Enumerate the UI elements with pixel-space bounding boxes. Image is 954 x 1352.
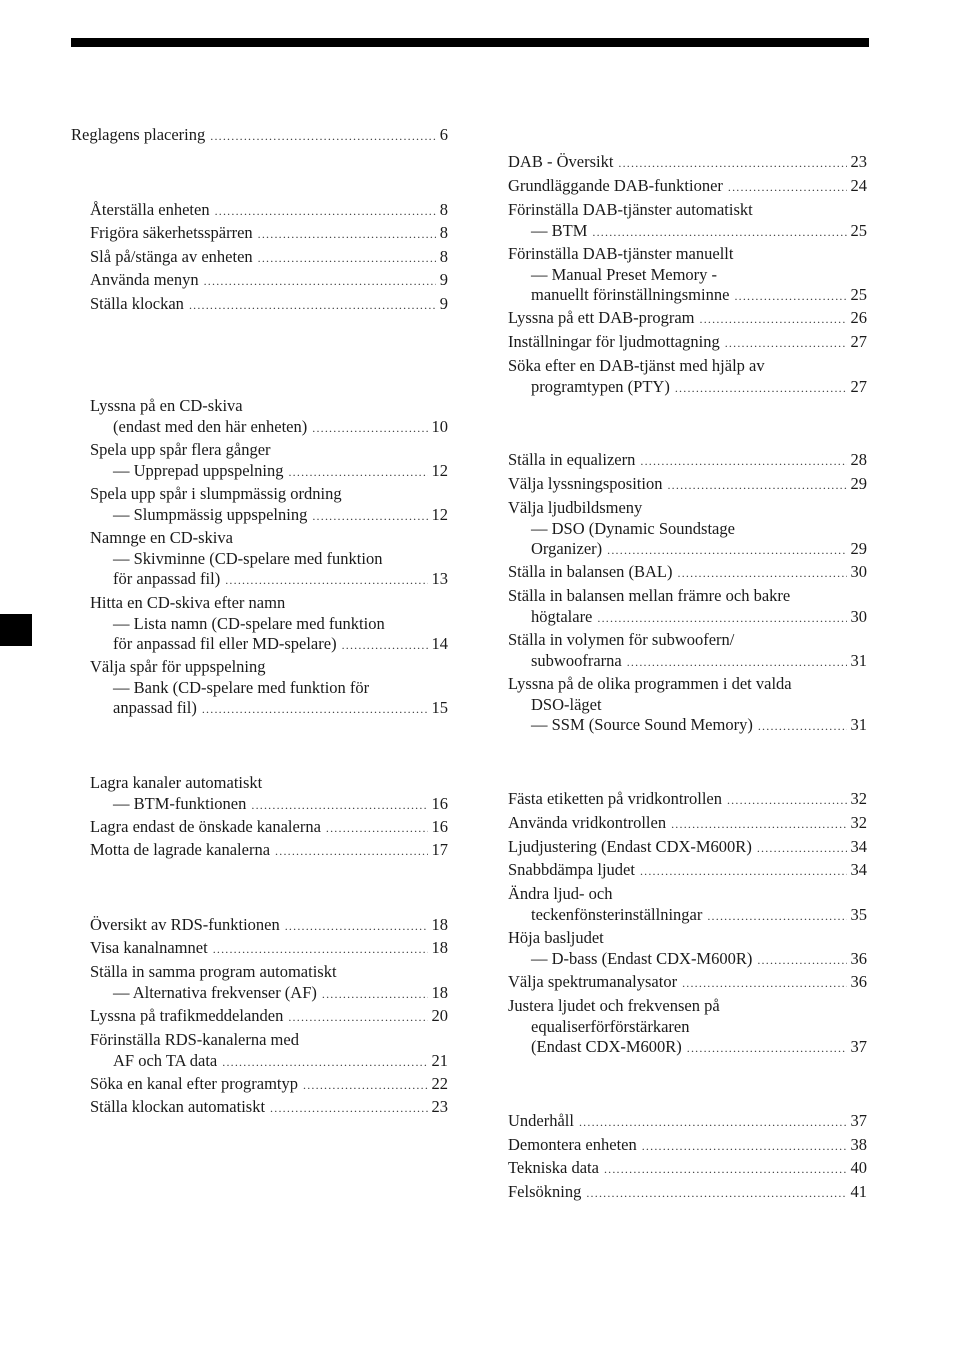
toc-entry-text: — Alternativa frekvenser (AF) xyxy=(113,982,317,1002)
toc-entry-continuation-line xyxy=(508,1017,867,1038)
dot-leader xyxy=(258,248,436,269)
toc-entry xyxy=(508,332,867,353)
dot-leader xyxy=(758,716,847,737)
toc-page-number: 25 xyxy=(850,220,867,240)
toc-page-number: 32 xyxy=(850,789,867,808)
toc-entry-continuation-line xyxy=(90,1051,448,1072)
toc-entry-text: Fästa etiketten på vridkontrollen xyxy=(508,789,722,808)
toc-entry-text: Ställa in samma program automatiskt xyxy=(90,962,337,981)
toc-entry-text: Översikt av RDS-funktionen xyxy=(90,915,280,934)
toc-entry xyxy=(90,1030,448,1071)
toc-entry xyxy=(90,247,448,268)
toc-page-number: 22 xyxy=(431,1074,448,1093)
toc-entry-text: AF och TA data xyxy=(113,1050,218,1070)
toc-entry xyxy=(508,1135,867,1156)
toc-entry-title-line xyxy=(71,125,448,146)
toc-entry xyxy=(90,593,448,655)
toc-entry-text: Lyssna på trafikmeddelanden xyxy=(90,1006,284,1025)
toc-entry xyxy=(90,1074,448,1095)
toc-entry xyxy=(508,176,867,197)
toc-entry-text: Hitta en CD-skiva efter namn xyxy=(90,593,286,612)
toc-page-number: 14 xyxy=(431,634,448,653)
toc-entry-continuation-line xyxy=(90,634,448,655)
toc-entry-text: Välja lyssningsposition xyxy=(508,474,663,493)
toc-entry-title-line xyxy=(90,1030,448,1051)
toc-entry xyxy=(90,528,448,590)
toc-page-number: 25 xyxy=(850,285,867,304)
toc-entry-text: Ställa klockan xyxy=(90,294,184,313)
toc-entry-text: anpassad fil) xyxy=(113,698,197,717)
toc-entry xyxy=(90,294,448,315)
toc-entry-text: Söka efter en DAB-tjänst med hjälp av xyxy=(508,356,765,375)
dot-leader xyxy=(210,126,436,147)
toc-page-number: 8 xyxy=(439,223,448,242)
toc-page-number: 29 xyxy=(850,539,867,558)
toc-entry-title-line xyxy=(90,938,448,959)
dot-leader xyxy=(675,378,847,399)
toc-entry-text: Spela upp spår i slumpmässig ordning xyxy=(90,484,342,503)
toc-entry-continuation-line xyxy=(508,519,867,540)
toc-entry-text: — D-bass (Endast CDX-M600R) xyxy=(531,948,753,968)
dot-leader xyxy=(607,540,846,561)
dot-leader xyxy=(215,201,436,222)
toc-page-number: 31 xyxy=(850,715,867,734)
toc-entry-title-line xyxy=(508,244,867,265)
toc-entry-text: Spela upp spår flera gånger xyxy=(90,440,271,459)
toc-entry xyxy=(508,1158,867,1179)
toc-page-number: 18 xyxy=(431,982,448,1002)
toc-page-number: 12 xyxy=(431,504,448,524)
toc-entry-continuation-line xyxy=(508,539,867,560)
toc-entry-title-line xyxy=(90,1097,448,1118)
toc-entry xyxy=(508,813,867,834)
dot-leader xyxy=(251,795,427,816)
toc-entry-text: Lagra kanaler automatiskt xyxy=(90,773,263,792)
toc-entry-title-line xyxy=(508,860,867,881)
toc-entry-continuation-line xyxy=(508,715,867,736)
toc-page-number: 23 xyxy=(431,1097,448,1116)
toc-page-number: 16 xyxy=(431,817,448,836)
toc-entry-text: Reglagens placering xyxy=(71,125,206,144)
toc-entry-text: — BTM xyxy=(531,220,588,240)
toc-page-number: 17 xyxy=(431,840,448,859)
toc-entry-title-line xyxy=(90,593,448,614)
toc-entry-text: — Skivminne (CD-spelare med funktion xyxy=(113,548,383,568)
toc-entry-title-line xyxy=(508,837,867,858)
dot-leader xyxy=(225,570,427,591)
toc-entry-title-line xyxy=(90,962,448,983)
toc-entry-title-line xyxy=(90,396,448,417)
dot-leader xyxy=(189,295,436,316)
dot-leader xyxy=(258,224,436,245)
toc-entry xyxy=(508,1111,867,1132)
toc-entry-text: — BTM-funktionen xyxy=(113,793,247,813)
toc-entry xyxy=(508,789,867,810)
toc-entry-text: Återställa enheten xyxy=(90,200,210,219)
toc-entry xyxy=(508,498,867,560)
toc-entry-text: Frigöra säkerhetsspärren xyxy=(90,223,253,242)
toc-entry-continuation-line xyxy=(90,549,448,570)
toc-entry-title-line xyxy=(508,332,867,353)
toc-entry-text: Lyssna på en CD-skiva xyxy=(90,396,243,415)
toc-entry-text: Ändra ljud- och xyxy=(508,884,613,903)
toc-page-number: 34 xyxy=(850,860,867,879)
toc-entry-continuation-line xyxy=(90,678,448,699)
toc-entry-text: Justera ljudet och frekvensen på xyxy=(508,996,720,1015)
toc-entry-continuation-line xyxy=(508,265,867,286)
toc-entry xyxy=(508,308,867,329)
toc-entry-text: Ljudjustering (Endast CDX-M600R) xyxy=(508,837,752,856)
toc-entry-text: Namnge en CD-skiva xyxy=(90,528,233,547)
toc-page-number: 23 xyxy=(850,152,867,171)
toc-entry xyxy=(71,125,448,146)
dot-leader xyxy=(642,1136,847,1157)
toc-entry-text: Använda menyn xyxy=(90,270,199,289)
toc-entry-text: Förinställa DAB-tjänster automatiskt xyxy=(508,200,753,219)
toc-entry xyxy=(508,884,867,925)
toc-entry-title-line xyxy=(90,294,448,315)
toc-entry-text: Ställa in balansen (BAL) xyxy=(508,562,673,581)
dot-leader xyxy=(682,973,846,994)
toc-entry xyxy=(90,915,448,936)
toc-entry-title-line xyxy=(508,586,867,607)
toc-entry xyxy=(508,244,867,306)
toc-entry xyxy=(90,484,448,525)
toc-entry-text: Visa kanalnamnet xyxy=(90,938,208,957)
dot-leader xyxy=(627,652,847,673)
toc-entry-title-line xyxy=(90,657,448,678)
toc-entry-text: för anpassad fil eller MD-spelare) xyxy=(113,634,337,653)
toc-page-number: 18 xyxy=(431,915,448,934)
dot-leader xyxy=(322,984,428,1005)
toc-entry-continuation-line xyxy=(90,505,448,526)
toc-entry-text: Välja spår för uppspelning xyxy=(90,657,266,676)
toc-entry-text: Grundläggande DAB-funktioner xyxy=(508,176,723,195)
toc-page-number: 35 xyxy=(850,904,867,924)
dot-leader xyxy=(288,1007,427,1028)
toc-entry-title-line xyxy=(508,928,867,949)
toc-entry xyxy=(90,200,448,221)
toc-entry-title-line xyxy=(90,247,448,268)
dot-leader xyxy=(618,153,846,174)
toc-entry-text: manuellt förinställningsminne xyxy=(531,285,730,304)
toc-entry-title-line xyxy=(90,440,448,461)
toc-page-number: 38 xyxy=(850,1135,867,1154)
toc-entry xyxy=(90,396,448,437)
toc-page-number: 9 xyxy=(439,294,448,313)
dot-leader xyxy=(687,1038,847,1059)
toc-entry-continuation-line xyxy=(508,221,867,242)
toc-entry xyxy=(90,270,448,291)
toc-entry-continuation-line xyxy=(90,461,448,482)
toc-entry-text: — Upprepad uppspelning xyxy=(113,460,284,480)
toc-entry-title-line xyxy=(90,528,448,549)
toc-entry xyxy=(90,962,448,1003)
dot-leader xyxy=(213,939,428,960)
dot-leader xyxy=(579,1112,847,1133)
dot-leader xyxy=(604,1159,847,1180)
toc-entry xyxy=(508,630,867,671)
toc-page-number: 31 xyxy=(850,650,867,670)
toc-page-number: 13 xyxy=(431,569,448,588)
toc-entry-continuation-line xyxy=(90,794,448,815)
section-tab-marker xyxy=(0,614,32,646)
toc-entry-text: Höja basljudet xyxy=(508,928,604,947)
toc-entry-text: Demontera enheten xyxy=(508,1135,637,1154)
toc-entry xyxy=(508,450,867,471)
toc-entry-text: Organizer) xyxy=(531,539,603,558)
toc-entry-text: Välja ljudbildsmeny xyxy=(508,498,643,517)
toc-entry-continuation-line xyxy=(508,949,867,970)
toc-entry-title-line xyxy=(508,474,867,495)
toc-page-number: 40 xyxy=(850,1158,867,1177)
dot-leader xyxy=(204,271,436,292)
toc-entry xyxy=(508,562,867,583)
toc-entry xyxy=(508,200,867,241)
toc-entry-text: Ställa in volymen för subwoofern/ xyxy=(508,630,735,649)
toc-entry-title-line xyxy=(508,450,867,471)
toc-page-number: 8 xyxy=(439,200,448,219)
toc-entry-continuation-line xyxy=(90,569,448,590)
toc-entry-text: Tekniska data xyxy=(508,1158,599,1177)
toc-entry-text: (endast med den här enheten) xyxy=(113,416,308,436)
toc-entry xyxy=(90,938,448,959)
dot-leader xyxy=(667,475,846,496)
toc-entry xyxy=(508,474,867,495)
toc-page-number: 37 xyxy=(850,1037,867,1056)
toc-entry-title-line xyxy=(90,223,448,244)
toc-entry-continuation-line xyxy=(90,614,448,635)
toc-page-number: 8 xyxy=(439,247,448,266)
toc-entry-title-line xyxy=(90,1006,448,1027)
toc-entry-continuation-line xyxy=(508,695,867,716)
dot-leader xyxy=(288,462,427,483)
toc-entry-text: Slå på/stänga av enheten xyxy=(90,247,253,266)
dot-leader xyxy=(202,699,428,720)
toc-entry-text: Förinställa RDS-kanalerna med xyxy=(90,1030,299,1049)
toc-entry-title-line xyxy=(90,817,448,838)
toc-entry-title-line xyxy=(90,200,448,221)
toc-entry-title-line xyxy=(508,996,867,1017)
dot-leader xyxy=(757,838,847,859)
dot-leader xyxy=(342,635,428,656)
toc-entry-continuation-line xyxy=(508,905,867,926)
dot-leader xyxy=(734,286,846,307)
toc-entry-title-line xyxy=(508,152,867,173)
toc-page-number: 36 xyxy=(850,972,867,991)
toc-entry-text: Motta de lagrade kanalerna xyxy=(90,840,271,859)
toc-entry-text: — Manual Preset Memory - xyxy=(531,264,718,284)
dot-leader xyxy=(303,1075,427,1096)
toc-entry xyxy=(90,840,448,861)
toc-entry-continuation-line xyxy=(508,607,867,628)
toc-entry-continuation-line xyxy=(90,698,448,719)
dot-leader xyxy=(640,861,847,882)
toc-entry xyxy=(90,817,448,838)
toc-entry-title-line xyxy=(508,1111,867,1132)
dot-leader xyxy=(728,177,847,198)
dot-leader xyxy=(270,1098,427,1119)
top-rule xyxy=(71,38,869,47)
toc-entry-text: DSO-läget xyxy=(531,694,602,714)
toc-entry-title-line xyxy=(508,200,867,221)
toc-entry-title-line xyxy=(508,356,867,377)
toc-entry-text: för anpassad fil) xyxy=(113,569,221,588)
toc-entry-title-line xyxy=(508,630,867,651)
toc-entry-continuation-line xyxy=(508,377,867,398)
toc-entry-text: DAB - Översikt xyxy=(508,152,614,171)
toc-page-number: 41 xyxy=(850,1182,867,1201)
toc-entry-text: Lagra endast de önskade kanalerna xyxy=(90,817,321,836)
toc-entry-text: equaliserförförstärkaren xyxy=(531,1016,690,1036)
dot-leader xyxy=(222,1052,427,1073)
toc-entry-text: — Lista namn (CD-spelare med funktion xyxy=(113,613,385,633)
toc-entry-text: Lyssna på de olika programmen i det valda xyxy=(508,674,792,693)
dot-leader xyxy=(678,563,847,584)
toc-entry-title-line xyxy=(508,884,867,905)
dot-leader xyxy=(312,418,427,439)
toc-page-number: 10 xyxy=(431,416,448,436)
toc-entry xyxy=(90,223,448,244)
dot-leader xyxy=(326,818,428,839)
toc-entry xyxy=(90,1097,448,1118)
toc-page-number: 30 xyxy=(850,562,867,581)
toc-entry xyxy=(508,837,867,858)
toc-entry-text: Ställa in equalizern xyxy=(508,450,636,469)
toc-entry-continuation-line xyxy=(508,1037,867,1058)
toc-entry-text: Ställa in balansen mellan främre och bakre xyxy=(508,586,791,605)
dot-leader xyxy=(757,950,846,971)
toc-entry-title-line xyxy=(508,308,867,329)
toc-page-number: 18 xyxy=(431,938,448,957)
dot-leader xyxy=(592,222,846,243)
toc-entry xyxy=(508,972,867,993)
toc-entry-title-line xyxy=(90,1074,448,1095)
toc-entry-title-line xyxy=(90,270,448,291)
dot-leader xyxy=(725,333,847,354)
dot-leader xyxy=(285,916,428,937)
toc-entry-title-line xyxy=(90,484,448,505)
toc-entry-text: (Endast CDX-M600R) xyxy=(531,1037,682,1056)
toc-entry-title-line xyxy=(90,915,448,936)
toc-entry-text: Felsökning xyxy=(508,1182,582,1201)
toc-page-number: 32 xyxy=(850,813,867,832)
toc-entry-title-line xyxy=(508,176,867,197)
toc-page-number: 12 xyxy=(431,460,448,480)
toc-entry-text: teckenfönsterinställningar xyxy=(531,904,703,924)
toc-entry-continuation-line xyxy=(508,285,867,306)
toc-entry-text: Underhåll xyxy=(508,1111,574,1130)
dot-leader xyxy=(727,790,847,811)
toc-entry xyxy=(90,773,448,814)
toc-page-number: 26 xyxy=(850,308,867,327)
toc-page-number: 27 xyxy=(850,376,867,396)
toc-entry-text: Lyssna på ett DAB-program xyxy=(508,308,695,327)
toc-page-number: 34 xyxy=(850,837,867,856)
toc-page-number: 6 xyxy=(439,125,448,144)
toc-entry-title-line xyxy=(508,1135,867,1156)
toc-entry-continuation-line xyxy=(90,983,448,1004)
dot-leader xyxy=(586,1183,846,1204)
dot-leader xyxy=(597,608,846,629)
toc-entry-text: Snabbdämpa ljudet xyxy=(508,860,635,879)
toc-entry-title-line xyxy=(90,840,448,861)
toc-entry-text: Ställa klockan automatiskt xyxy=(90,1097,266,1116)
toc-entry-text: — Bank (CD-spelare med funktion för xyxy=(113,677,370,697)
dot-leader xyxy=(275,841,427,862)
dot-leader xyxy=(312,506,427,527)
toc-entry xyxy=(508,860,867,881)
toc-entry-continuation-line xyxy=(508,651,867,672)
toc-entry-text: Söka en kanal efter programtyp xyxy=(90,1074,299,1093)
toc-page-number: 29 xyxy=(850,474,867,493)
toc-entry-title-line xyxy=(508,972,867,993)
toc-entry xyxy=(508,996,867,1058)
toc-page-number: 28 xyxy=(850,450,867,469)
toc-page-number: 24 xyxy=(850,176,867,195)
toc-entry-text: programtypen (PTY) xyxy=(531,376,670,396)
toc-entry xyxy=(508,1182,867,1203)
toc-entry xyxy=(508,674,867,736)
dot-leader xyxy=(707,906,846,927)
toc-page-number: 15 xyxy=(431,698,448,717)
toc-page-number: 37 xyxy=(850,1111,867,1130)
toc-entry xyxy=(508,152,867,173)
toc-page-number: 36 xyxy=(850,948,867,968)
toc-entry-title-line xyxy=(90,773,448,794)
toc-page-number: 9 xyxy=(439,270,448,289)
dot-leader xyxy=(671,814,846,835)
toc-entry-text: subwoofrarna xyxy=(531,650,622,670)
toc-page-number: 20 xyxy=(431,1006,448,1025)
toc-entry-text: Använda vridkontrollen xyxy=(508,813,667,832)
dot-leader xyxy=(640,451,846,472)
dot-leader xyxy=(700,309,847,330)
toc-entry-title-line xyxy=(508,813,867,834)
toc-entry-text: Välja spektrumanalysator xyxy=(508,972,678,991)
toc-entry-title-line xyxy=(508,789,867,810)
toc-entry-text: Förinställa DAB-tjänster manuellt xyxy=(508,244,734,263)
toc-entry-title-line xyxy=(508,1158,867,1179)
toc-page-number: 16 xyxy=(431,793,448,813)
toc-entry-title-line xyxy=(508,562,867,583)
toc-entry-title-line xyxy=(508,674,867,695)
toc-page-number: 27 xyxy=(850,332,867,351)
toc-entry xyxy=(508,586,867,627)
toc-entry xyxy=(508,356,867,397)
toc-entry-text: — DSO (Dynamic Soundstage xyxy=(531,518,735,538)
toc-entry-title-line xyxy=(508,1182,867,1203)
toc-entry xyxy=(508,928,867,969)
toc-entry xyxy=(90,1006,448,1027)
toc-entry-text: — SSM (Source Sound Memory) xyxy=(531,715,753,734)
toc-entry-title-line xyxy=(508,498,867,519)
toc-entry-text: högtalare xyxy=(531,606,593,626)
toc-entry-text: Inställningar för ljudmottagning xyxy=(508,332,720,351)
toc-page-number: 30 xyxy=(850,606,867,626)
toc-page-number: 21 xyxy=(431,1050,448,1070)
toc-entry-continuation-line xyxy=(90,417,448,438)
toc-entry xyxy=(90,657,448,719)
toc-entry xyxy=(90,440,448,481)
toc-entry-text: — Slumpmässig uppspelning xyxy=(113,504,308,524)
